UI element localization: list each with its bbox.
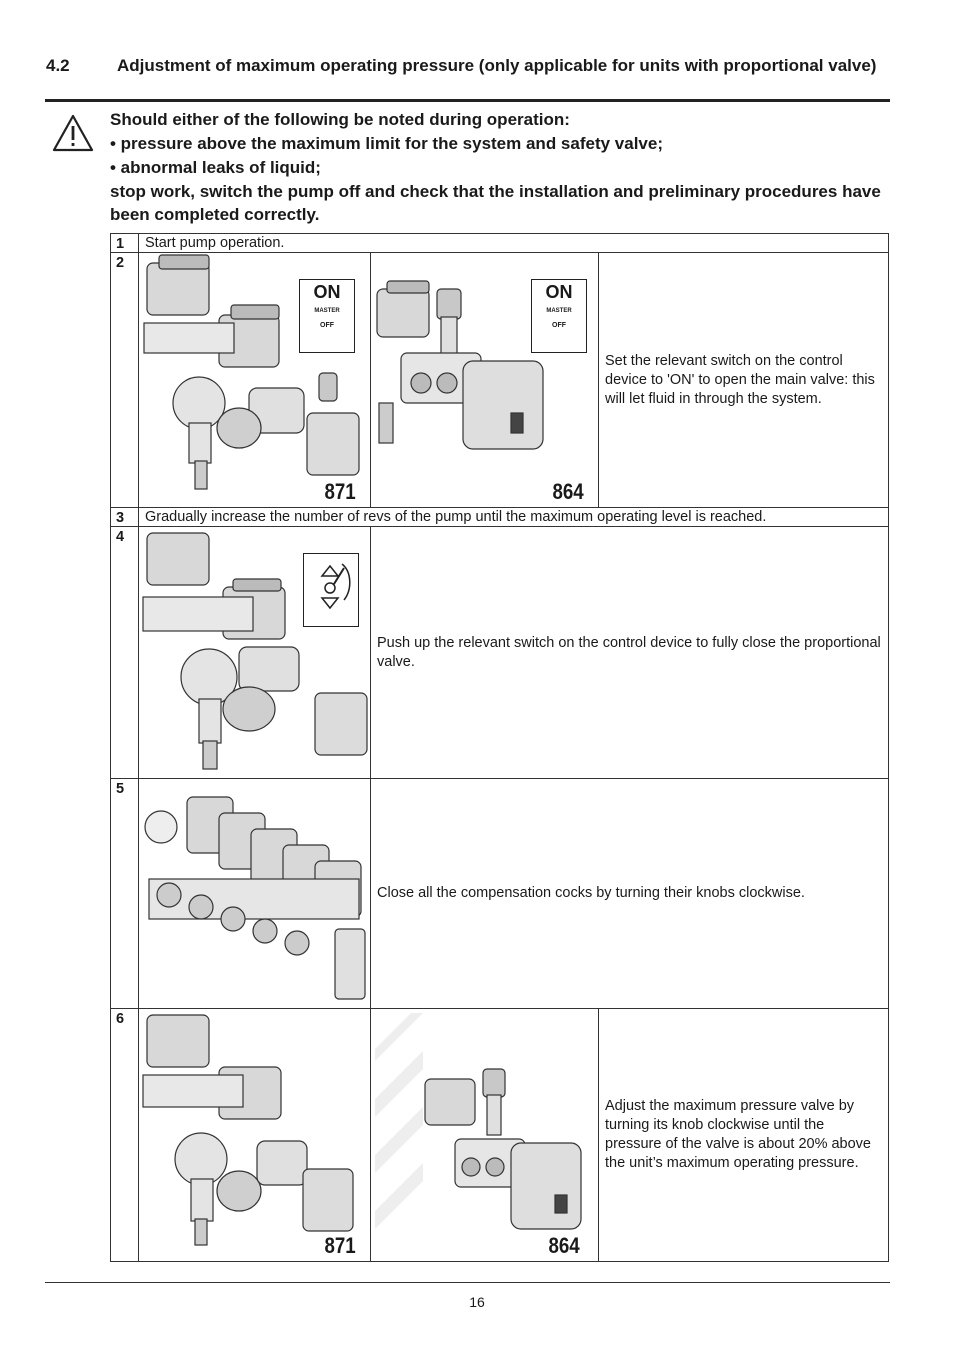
step-text: Gradually increase the number of revs of the pump until the maximum operating level is reached.: [139, 508, 889, 527]
warning-triangle-icon: [52, 114, 94, 152]
step-number: 2: [111, 253, 139, 508]
step-illustration: [139, 527, 371, 779]
footer-divider: [45, 1282, 890, 1283]
switch-master-label: MASTER: [546, 308, 572, 314]
step-text: Close all the compensation cocks by turning their knobs clockwise.: [371, 779, 889, 1009]
warning-line: Should either of the following be noted during operation:: [110, 110, 570, 129]
section-title: Adjustment of maximum operating pressure (only applicable for units with proportional valve): [117, 56, 877, 75]
table-row: [111, 527, 889, 779]
step-illustration: [139, 779, 371, 1009]
step-number: 1: [111, 234, 139, 253]
warning-line: • abnormal leaks of liquid;: [110, 158, 321, 177]
on-off-switch-icon: [531, 279, 587, 353]
table-row: [111, 779, 889, 1009]
step-number: 6: [111, 1009, 139, 1262]
switch-on-label: ON: [313, 282, 341, 302]
step-illustration-864: [371, 1009, 599, 1262]
model-code-864: 864: [548, 1233, 580, 1258]
step-text: Set the relevant switch on the control device to 'ON' to open the main valve: this will let fluid in through the system.: [599, 253, 889, 508]
warning-line: stop work, switch the pump off and check that the installation and preliminary procedures have been completed correctly.: [110, 182, 881, 224]
switch-on-label: ON: [545, 282, 573, 302]
page-number: 16: [469, 1294, 485, 1310]
on-off-switch-icon: [299, 279, 355, 353]
model-code-871: 871: [324, 1233, 356, 1258]
model-code-864: 864: [552, 479, 584, 504]
warning-text: [110, 108, 890, 226]
title-divider: [45, 99, 890, 102]
step-number: 5: [111, 779, 139, 1009]
step-illustration-871: [139, 253, 371, 508]
step-illustration-864: [371, 253, 599, 508]
pressure-valve-871-illustration: [139, 1009, 370, 1261]
table-row: [111, 234, 889, 253]
switch-off-label: OFF: [552, 322, 566, 329]
steps-table: [110, 233, 889, 1262]
model-code-871: 871: [324, 479, 356, 504]
switch-master-label: MASTER: [314, 308, 340, 314]
toggle-up-switch-icon: [303, 553, 359, 627]
compensation-cocks-illustration: [139, 779, 370, 1008]
section-number: 4.2: [46, 56, 70, 75]
switch-off-label: OFF: [320, 322, 334, 329]
step-number: 3: [111, 508, 139, 527]
step-illustration-871: [139, 1009, 371, 1262]
table-row: [111, 253, 889, 508]
table-row: [111, 1009, 889, 1262]
warning-line: • pressure above the maximum limit for the system and safety valve;: [110, 134, 663, 153]
step-text: Adjust the maximum pressure valve by turning its knob clockwise until the pressure of the valve is about 20% above the unit’s maximum operating pressure.: [599, 1009, 889, 1262]
pressure-valve-864-illustration: [371, 1009, 598, 1261]
table-row: [111, 508, 889, 527]
step-number: 4: [111, 527, 139, 779]
step-text: Push up the relevant switch on the control device to fully close the proportional valve.: [371, 527, 889, 779]
step-text: Start pump operation.: [139, 234, 889, 253]
